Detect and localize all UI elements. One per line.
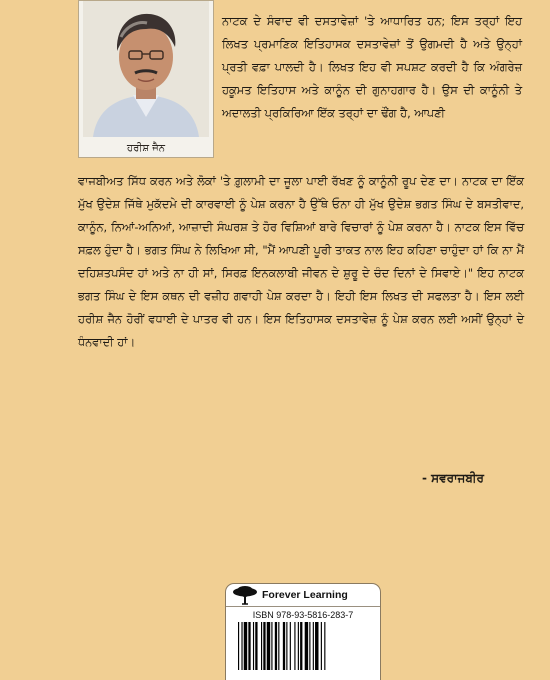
barcode-bar [313, 622, 314, 670]
main-paragraph: ਵਾਜਬੀਅਤ ਸਿੱਧ ਕਰਨ ਅਤੇ ਲੋਕਾਂ 'ਤੇ ਗ਼ੁਲਾਮੀ ਦਾ ਜੂਲਾ ਪਾਈ ਰੱਖਣ ਨੂੰ ਕਾਨੂੰਨੀ ਰੂਪ ਦੇਣ ਦਾ। ਨਾਟਕ ਦਾ ਇੱਕ ਮੁੱਖ ਉਦੇਸ਼ ਜਿੱਥੇ ਮੁਕੱਦਮੇ ਦੀ ਕਾਰਵਾਈ ਨੂੰ ਪੇਸ਼ ਕਰਨਾ ਹੈ ਉੱਥੇ ਓਨਾ ਹੀ ਮੁੱਖ ਉਦੇਸ਼ ਭਗਤ ਸਿੰਘ ਦੇ ਬਸਤੀਵਾਦ, ਕਾਨੂੰਨ, ਨਿਆਂ-ਅਨਿਆਂ, ਆਜ਼ਾਦੀ ਸੰਘਰਸ਼ ਤੇ ਹੋਰ ਵਿਸ਼ਿਆਂ ਬਾਰੇ ਵਿਚਾਰਾਂ ਨੂੰ ਪੇਸ਼ ਕਰਨਾ ਹੈ। ਨਾਟਕ ਇਸ ਵਿੱਚ ਸਫ਼ਲ ਹੁੰਦਾ ਹੈ। ਭਗਤ ਸਿੰਘ ਨੇ ਲਿਖਿਆ ਸੀ, "ਮੈਂ ਆਪਣੀ ਪੂਰੀ ਤਾਕਤ ਨਾਲ ਇਹ ਕਹਿਣਾ ਚਾਹੁੰਦਾ ਹਾਂ ਕਿ ਨਾ ਮੈਂ ਦਹਿਸ਼ਤਪਸੰਦ ਹਾਂ ਅਤੇ ਨਾ ਹੀ ਸਾਂ, ਸਿਰਫ਼ ਇਨਕਲਾਬੀ ਜੀਵਨ ਦੇ ਸ਼ੁਰੂ ਦੇ ਚੰਦ ਦਿਨਾਂ ਦੇ ਸਿਵਾਏ।" ਇਹ ਨਾਟਕ ਭਗਤ ਸਿੰਘ ਦੇ ਇਸ ਕਥਨ ਦੀ ਵਜ਼ੀਹ ਗਵਾਹੀ ਪੇਸ਼ ਕਰਦਾ ਹੈ। ਇਹੀ ਇਸ ਲਿਖਤ ਦੀ ਸਫਲਤਾ ਹੈ। ਇਸ ਲਈ ਹਰੀਸ਼ ਜੈਨ ਹੋਰੀਂ ਵਧਾਈ ਦੇ ਪਾਤਰ ਵੀ ਹਨ। ਇਸ ਇਤਿਹਾਸਕ ਦਸਤਾਵੇਜ਼ ਨੂੰ ਪੇਸ਼ ਕਰਨ ਲਈ ਅਸੀਂ ਉਨ੍ਹਾਂ ਦੇ ਧੰਨਵਾਦੀ ਹਾਂ। [78, 174, 524, 349]
main-paragraph-block [78, 170, 524, 354]
barcode-bar [309, 622, 310, 670]
barcode-bar [294, 622, 295, 670]
isbn-number: ISBN 978-93-5816-283-7 [252, 610, 354, 620]
top-paragraph: ਨਾਟਕ ਦੇ ਸੰਵਾਦ ਵੀ ਦਸਤਾਵੇਜ਼ਾਂ 'ਤੇ ਆਧਾਰਿਤ ਹਨ; ਇਸ ਤਰ੍ਹਾਂ ਇਹ ਲਿਖਤ ਪ੍ਰਮਾਣਿਕ ਇਤਿਹਾਸਕ ਦਸਤਾਵੇਜ਼ਾਂ ਤੋਂ ਉਗਮਦੀ ਹੈ ਅਤੇ ਉਨ੍ਹਾਂ ਪ੍ਰਤੀ ਵਫ਼ਾ ਪਾਲਦੀ ਹੈ। ਲਿਖਤ ਇਹ ਵੀ ਸਪਸ਼ਟ ਕਰਦੀ ਹੈ ਕਿ ਅੰਗਰੇਜ਼ ਹਕੂਮਤ ਇਤਿਹਾਸ ਅਤੇ ਕਾਨੂੰਨ ਦੀ ਗੁਨਾਹਗਾਰ ਹੈ। ਉਸ ਦੀ ਕਾਨੂੰਨੀ ਤੇ ਅਦਾਲਤੀ ਪ੍ਰਕਿਰਿਆ ਇੱਕ ਤਰ੍ਹਾਂ ਦਾ ਢੌਂਗ ਹੈ, ਆਪਣੀ [222, 14, 522, 120]
photo-caption: ਹਰੀਸ਼ ਜੈਨ [127, 143, 165, 154]
barcode-bar [286, 622, 287, 670]
publisher-name: Forever Learning [262, 589, 348, 601]
barcode-bar [290, 622, 291, 670]
barcode-bar [275, 622, 277, 670]
barcode-bar [261, 622, 262, 670]
tree-icon [232, 585, 258, 605]
barcode-bar [267, 622, 270, 670]
barcode-bar [298, 622, 299, 670]
barcode-bar [253, 622, 254, 670]
barcode-bar [283, 622, 285, 670]
barcode-bar [238, 622, 239, 670]
barcode-bar [305, 622, 308, 670]
barcode-bar [241, 622, 242, 670]
publisher-brand [226, 584, 380, 607]
barcode-bar [324, 622, 325, 670]
barcode-bar [271, 622, 272, 670]
barcode-bar [244, 622, 247, 670]
author-photo-frame [78, 0, 214, 158]
top-paragraph-block [222, 10, 522, 125]
isbn-barcode-box [225, 583, 381, 680]
barcode-bar [278, 622, 279, 670]
barcode-bar [255, 622, 257, 670]
barcode-bar [315, 622, 318, 670]
signature: - ਸਵਰਾਜਬੀਰ [422, 471, 484, 485]
barcode-bar [300, 622, 302, 670]
author-photo [83, 1, 209, 137]
barcode-bar [263, 622, 265, 670]
barcode-bar [321, 622, 322, 670]
barcode [238, 622, 370, 670]
barcode-bar [248, 622, 250, 670]
